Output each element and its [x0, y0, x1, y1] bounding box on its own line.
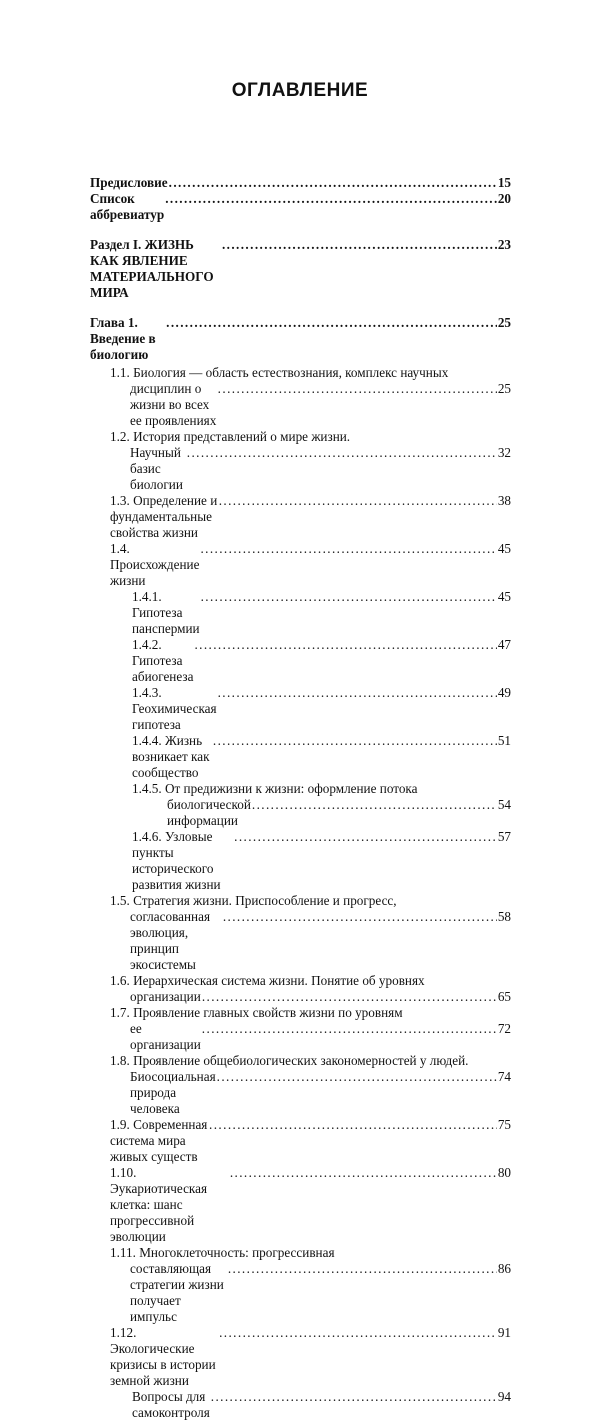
- toc-item-number: 1.4.1.: [132, 589, 162, 604]
- toc-item-number: 1.4.5.: [132, 781, 162, 796]
- toc-item-line1: [110, 429, 511, 445]
- toc-item-page: 80: [497, 1165, 511, 1180]
- toc-item[interactable]: [90, 429, 511, 493]
- toc-item-title-continued: дисциплин о жизни во всех ее проявлениях: [130, 381, 217, 428]
- toc-entry-page: 25: [497, 315, 511, 330]
- toc-item-title: От предижизни к жизни: оформление потока: [164, 781, 418, 796]
- toc-leader-dots: [218, 685, 497, 701]
- toc-item[interactable]: [90, 893, 511, 973]
- toc-item-number: 1.12.: [110, 1325, 137, 1340]
- toc-entry-abbreviations[interactable]: [90, 191, 511, 223]
- toc-item[interactable]: [90, 1005, 511, 1053]
- toc-item-line1: [110, 1053, 511, 1069]
- toc-leader-dots: [252, 797, 497, 813]
- toc-leader-dots: [218, 381, 497, 397]
- toc-leader-dots: [222, 237, 497, 253]
- toc-item-line1: [110, 893, 511, 909]
- page-title: ОГЛАВЛЕНИЕ: [231, 80, 369, 101]
- toc-item-line1: [110, 365, 511, 381]
- toc-item[interactable]: [90, 1245, 511, 1325]
- toc-item-label: [132, 685, 217, 733]
- toc-item-number: 1.4.: [110, 541, 130, 556]
- toc-leader-dots: [230, 1165, 497, 1181]
- toc-item-label: [110, 1117, 208, 1165]
- table-of-contents: [90, 175, 511, 1421]
- toc-item-title: Гипотеза абиогенеза: [132, 653, 194, 684]
- toc-leader-dots: [166, 315, 497, 331]
- toc-leader-dots: [209, 1117, 497, 1133]
- toc-item-number: 1.1.: [110, 365, 130, 380]
- toc-item-line1: [110, 973, 511, 989]
- toc-item-number: 1.4.2.: [132, 637, 162, 652]
- toc-item-title: Стратегия жизни. Приспособление и прогресс,: [133, 893, 397, 908]
- toc-item-page: 45: [497, 541, 511, 556]
- toc-item-number: 1.3.: [110, 493, 130, 508]
- toc-item-label: [132, 829, 233, 893]
- toc-item-title-continued: Биосоциальная природа человека: [130, 1069, 216, 1116]
- toc-item-title: Узловые пункты исторического развития жизни: [132, 829, 221, 892]
- toc-item-page: 94: [497, 1389, 511, 1404]
- toc-entry-chapter-1[interactable]: [90, 315, 511, 363]
- toc-leader-dots: [201, 589, 497, 605]
- toc-entry-section-1[interactable]: [90, 237, 511, 301]
- toc-item[interactable]: [90, 365, 511, 429]
- toc-item-page: 38: [497, 493, 511, 508]
- toc-leader-dots: [223, 909, 497, 925]
- toc-item-label: [110, 1165, 229, 1245]
- toc-item[interactable]: [90, 733, 511, 781]
- toc-item-title: Происхождение жизни: [110, 557, 200, 588]
- toc-leader-dots: [217, 1069, 497, 1085]
- toc-item-page: 49: [497, 685, 511, 700]
- toc-item-label: [110, 1325, 218, 1389]
- toc-item-title-continued: ее организации: [130, 1021, 201, 1052]
- toc-entry-page: 20: [497, 191, 511, 206]
- toc-item-title: Биология — область естествознания, комплекс научных: [133, 365, 449, 380]
- toc-item-title: Вопросы для самоконтроля: [132, 1389, 210, 1420]
- toc-item-number: 1.4.6.: [132, 829, 162, 844]
- toc-item-label: [132, 733, 212, 781]
- toc-item[interactable]: [90, 493, 511, 541]
- toc-item-title: Проявление общебиологических закономерностей у людей.: [133, 1053, 469, 1068]
- toc-item-page: 51: [497, 733, 511, 748]
- toc-item-page: 32: [497, 445, 511, 460]
- toc-item-page: 72: [497, 1021, 511, 1036]
- toc-entry-page: 23: [497, 237, 511, 252]
- toc-item-number: 1.10.: [110, 1165, 137, 1180]
- toc-item-title: Определение и фундаментальные свойства жизни: [110, 493, 218, 540]
- toc-item-title-continued: согласованная эволюция, принцип экосистемы: [130, 909, 211, 972]
- toc-item-page: 47: [497, 637, 511, 652]
- toc-item-label: [110, 541, 199, 589]
- toc-item[interactable]: [90, 1165, 511, 1245]
- toc-entry-label: Глава 1. Введение в биологию: [90, 315, 156, 362]
- toc-item-number: 1.6.: [110, 973, 130, 988]
- toc-item[interactable]: [90, 1325, 511, 1389]
- toc-item-number: 1.5.: [110, 893, 130, 908]
- toc-leader-dots: [200, 541, 496, 557]
- toc-item-title: Жизнь возникает как сообщество: [132, 733, 210, 780]
- toc-item-page: 58: [497, 909, 511, 924]
- toc-item-page: 74: [497, 1069, 511, 1084]
- toc-item-title-continued: биологической информации: [167, 797, 251, 828]
- toc-item[interactable]: [90, 1389, 511, 1421]
- toc-leader-dots: [234, 829, 497, 845]
- toc-item-page: 75: [497, 1117, 511, 1132]
- toc-item-title: Проявление главных свойств жизни по уровням: [133, 1005, 403, 1020]
- toc-item[interactable]: [90, 637, 511, 685]
- toc-item[interactable]: [90, 781, 511, 829]
- toc-item[interactable]: [90, 1117, 511, 1165]
- toc-item-number: 1.11.: [110, 1245, 136, 1260]
- toc-item-title-continued: Научный базис биологии: [130, 445, 183, 492]
- toc-item-number: 1.8.: [110, 1053, 130, 1068]
- toc-item-page: 91: [497, 1325, 511, 1340]
- toc-item-label: [132, 589, 200, 637]
- toc-items-list: [90, 365, 511, 1421]
- toc-item-title: Иерархическая система жизни. Понятие об уровнях: [133, 973, 425, 988]
- toc-leader-dots: [219, 1325, 497, 1341]
- toc-leader-dots: [211, 1389, 497, 1405]
- toc-leader-dots: [187, 445, 497, 461]
- toc-item-title: Многоклеточность: прогрессивная: [139, 1245, 335, 1260]
- toc-item-label: [132, 637, 193, 685]
- toc-item[interactable]: [90, 589, 511, 637]
- toc-item-number: 1.9.: [110, 1117, 130, 1132]
- toc-entry-label: Раздел I. ЖИЗНЬ КАК ЯВЛЕНИЕ МАТЕРИАЛЬНОГО МИРА: [90, 237, 214, 300]
- toc-entry-page: 15: [497, 175, 511, 190]
- toc-item-line1: [110, 1005, 511, 1021]
- toc-item-title: История представлений о мире жизни.: [133, 429, 351, 444]
- toc-item-label: [110, 493, 218, 541]
- toc-item-title: Экологические кризисы в истории земной жизни: [110, 1341, 216, 1388]
- toc-item-page: 86: [497, 1261, 511, 1276]
- toc-item-title-continued: организации: [130, 989, 201, 1004]
- toc-entry-label: Список аббревиатур: [90, 191, 165, 222]
- toc-item[interactable]: [90, 685, 511, 733]
- toc-leader-dots: [202, 1021, 497, 1037]
- toc-item[interactable]: [90, 829, 511, 893]
- toc-entry-preface[interactable]: [90, 175, 511, 191]
- toc-item-page: 65: [497, 989, 511, 1004]
- toc-leader-dots: [219, 493, 497, 509]
- toc-item-page: 54: [497, 797, 511, 812]
- toc-entry-label: Предисловие: [90, 175, 168, 190]
- toc-leader-dots: [169, 175, 497, 191]
- toc-item-line1: [110, 1245, 511, 1261]
- toc-leader-dots: [194, 637, 496, 653]
- toc-item-title: Эукариотическая клетка: шанс прогрессивной эволюции: [110, 1181, 208, 1244]
- toc-item[interactable]: [90, 1053, 511, 1117]
- toc-item[interactable]: [90, 973, 511, 1005]
- toc-item-number: 1.7.: [110, 1005, 130, 1020]
- toc-item-number: 1.4.3.: [132, 685, 162, 700]
- toc-item-title: Современная система мира живых существ: [110, 1117, 208, 1164]
- toc-item-title-continued: составляющая стратегии жизни получает импульс: [130, 1261, 224, 1324]
- toc-item-label: [110, 1389, 210, 1421]
- toc-item-page: 25: [497, 381, 511, 396]
- toc-item-title: Геохимическая гипотеза: [132, 701, 217, 732]
- toc-leader-dots: [165, 191, 497, 207]
- toc-item-number: 1.4.4.: [132, 733, 162, 748]
- toc-item-page: 45: [497, 589, 511, 604]
- toc-leader-dots: [228, 1261, 497, 1277]
- toc-item[interactable]: [90, 541, 511, 589]
- toc-leader-dots: [202, 989, 497, 1005]
- toc-item-number: 1.2.: [110, 429, 130, 444]
- toc-item-title: Гипотеза панспермии: [132, 605, 200, 636]
- toc-item-page: 57: [497, 829, 511, 844]
- toc-leader-dots: [213, 733, 497, 749]
- toc-item-line1: [132, 781, 511, 797]
